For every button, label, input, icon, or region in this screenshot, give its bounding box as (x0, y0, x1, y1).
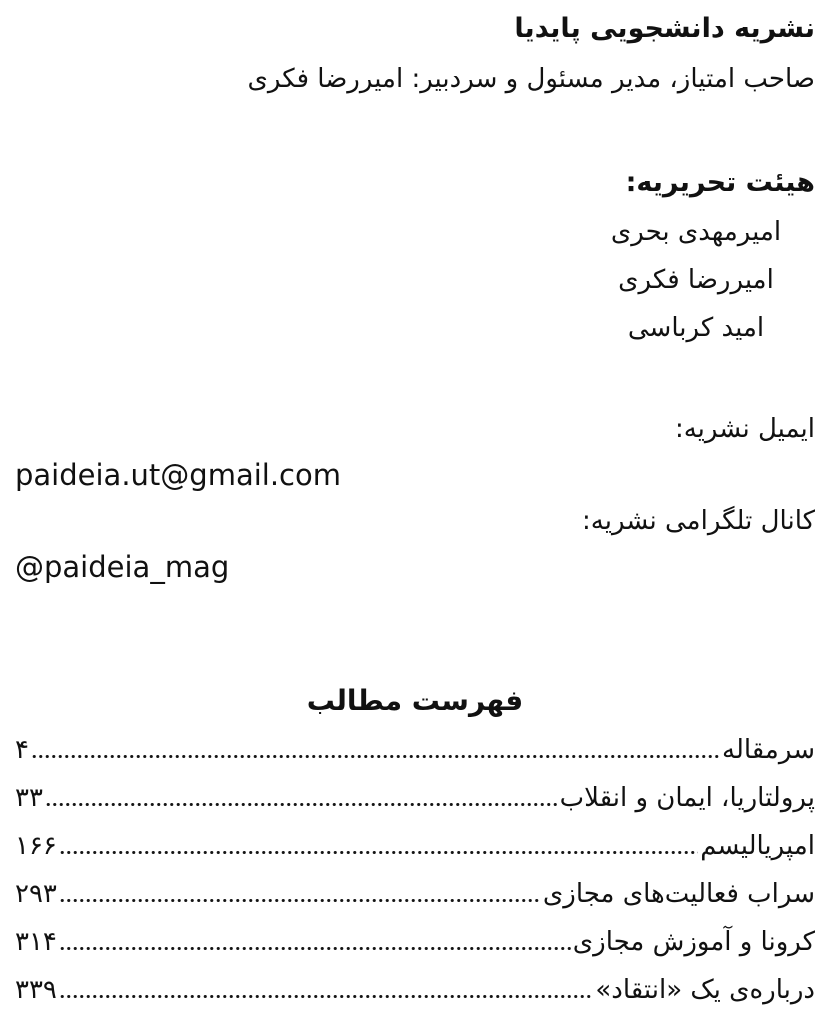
table-of-contents (15, 676, 815, 1014)
telegram-handle: @paideia_mag (15, 550, 230, 584)
toc-entry-page: ۳۱۴ (15, 927, 57, 957)
toc-entry-page: ۴ (15, 735, 29, 765)
toc-entry (15, 774, 815, 822)
toc-entry-title: امپریالیسم (700, 831, 815, 861)
toc-entry-title: سراب فعالیت‌های مجازی (542, 879, 815, 909)
toc-entry (15, 822, 815, 870)
toc-entry-title: کرونا و آموزش مجازی (572, 927, 815, 957)
toc-entry-page: ۳۳۹ (15, 975, 57, 1005)
toc-entry (15, 966, 815, 1014)
dot-leader (59, 851, 698, 854)
toc-entry (15, 726, 815, 774)
toc-entry (15, 918, 815, 966)
board-member: امیررضا فکری (618, 265, 774, 295)
toc-entry-page: ۳۳ (15, 783, 43, 813)
board-member: امیرمهدی بحری (610, 217, 782, 247)
contact-section (15, 406, 815, 590)
toc-heading: فهرست مطالب (306, 684, 524, 717)
email-label: ایمیل نشریه: (674, 414, 815, 444)
dot-leader (59, 947, 571, 950)
telegram-label: کانال تلگرامی نشریه: (582, 506, 815, 536)
dot-leader (45, 803, 558, 806)
masthead-credits: صاحب امتیاز، مدیر مسئول و سردبیر: امیررضا فکری (247, 64, 815, 94)
toc-entry (15, 870, 815, 918)
toc-entry-page: ۲۹۳ (15, 879, 57, 909)
magazine-title: نشریه دانشجویی پایدیا (514, 13, 815, 44)
toc-entry-title: درباره‌ی یک «انتقاد» (595, 975, 815, 1005)
editorial-board-heading: هیئت تحریریه: (625, 167, 815, 198)
board-member: امید کرباسی (627, 313, 765, 343)
masthead (15, 4, 815, 104)
toc-entry-title: پرولتاریا، ایمان و انقلاب (559, 783, 815, 813)
dot-leader (31, 755, 720, 758)
toc-entry-page: ۱۶۶ (15, 831, 57, 861)
dot-leader (59, 995, 593, 998)
editorial-board (577, 158, 815, 352)
toc-entry-title: سرمقاله (722, 735, 815, 765)
dot-leader (59, 899, 541, 902)
email-address: paideia.ut@gmail.com (15, 458, 341, 492)
